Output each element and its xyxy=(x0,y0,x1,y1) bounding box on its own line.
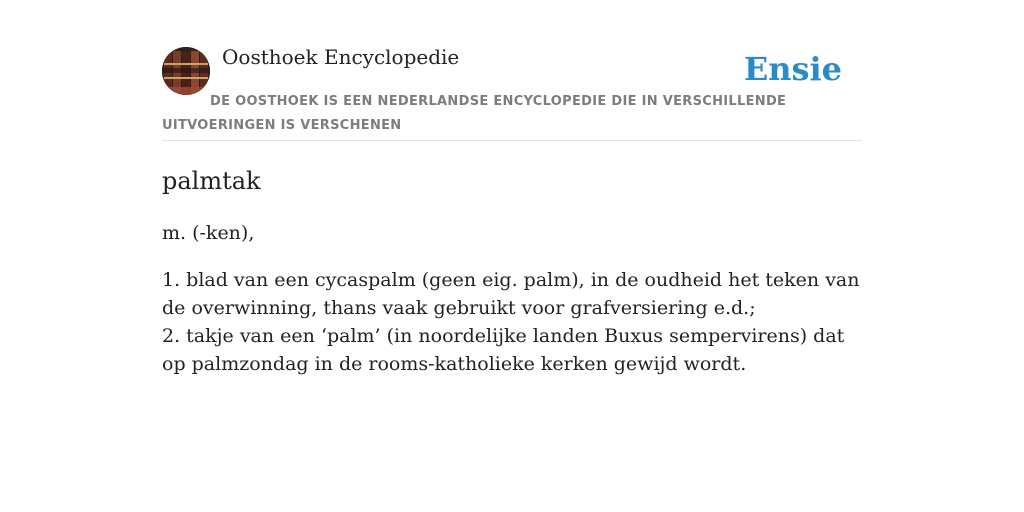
entry-content xyxy=(162,166,862,378)
site-tagline: DE OOSTHOEK IS EEN NEDERLANDSE ENCYCLOPEDIE DIE IN VERSCHILLENDE UITVOERINGEN IS VERSCHENEN xyxy=(162,94,787,133)
book-spines-icon[interactable] xyxy=(162,47,210,95)
definitions-list xyxy=(162,266,862,378)
site-title-link[interactable]: Oosthoek Encyclopedie xyxy=(222,45,460,69)
site-header xyxy=(162,0,862,141)
definition-item: 2. takje van een ‘palm’ (in noordelijke landen Buxus sempervirens) dat op palmzondag in de rooms-katholieke kerken gewijd wordt. xyxy=(162,325,845,375)
brand-logo-link[interactable]: Ensie xyxy=(743,50,842,88)
definition-item: 1. blad van een cycaspalm (geen eig. palm), in de oudheid het teken van de overwinning, thans vaak gebruikt voor grafversiering e.d.; xyxy=(162,269,860,319)
entry-grammar: m. (-ken), xyxy=(162,222,255,244)
page xyxy=(162,0,862,378)
entry-title: palmtak xyxy=(162,167,261,195)
